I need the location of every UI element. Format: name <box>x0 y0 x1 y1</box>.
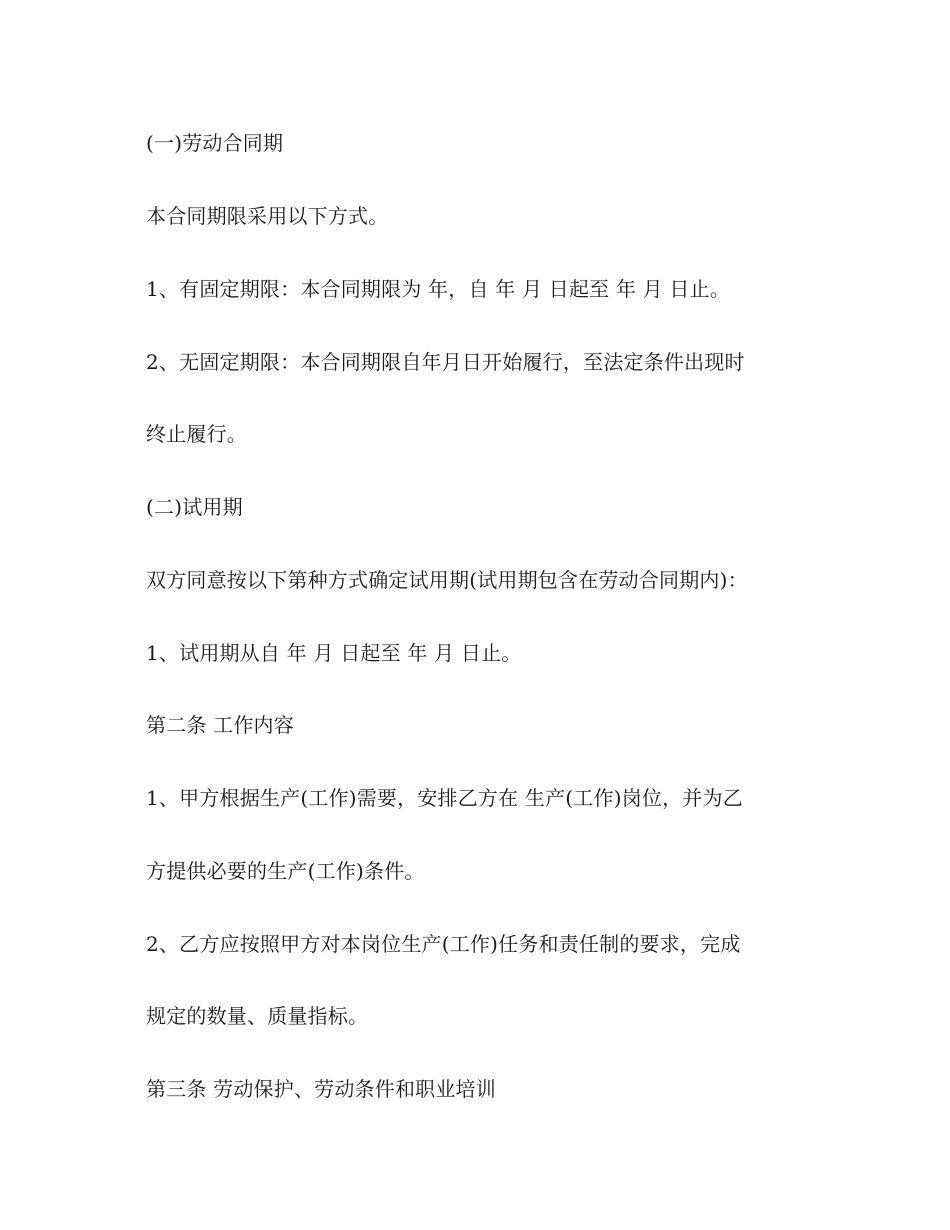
article-heading-work-content: 第二条 工作内容 <box>146 713 294 737</box>
paragraph-line: 1、甲方根据生产(工作)需要，安排乙方在 生产(工作)岗位，并为乙 <box>146 786 743 810</box>
paragraph-line: 2、无固定期限：本合同期限自年月日开始履行，至法定条件出现时 <box>146 350 745 374</box>
paragraph-line: 2、乙方应按照甲方对本岗位生产(工作)任务和责任制的要求，完成 <box>146 932 741 956</box>
section-heading-probation: (二)试用期 <box>146 495 243 519</box>
paragraph-line: 双方同意按以下第种方式确定试用期(试用期包含在劳动合同期内)： <box>146 568 748 592</box>
paragraph-line: 规定的数量、质量指标。 <box>146 1004 369 1028</box>
paragraph-line: 方提供必要的生产(工作)条件。 <box>146 859 425 883</box>
paragraph-line: 终止履行。 <box>146 422 247 446</box>
article-heading-labor-protection: 第三条 劳动保护、劳动条件和职业培训 <box>146 1077 496 1101</box>
paragraph-line: 1、试用期从自 年 月 日起至 年 月 日止。 <box>146 641 522 665</box>
paragraph-line: 1、有固定期限：本合同期限为 年，自 年 月 日起至 年 月 日止。 <box>146 277 731 301</box>
paragraph-line: 本合同期限采用以下方式。 <box>146 204 389 228</box>
section-heading-contract-term: (一)劳动合同期 <box>146 131 284 155</box>
